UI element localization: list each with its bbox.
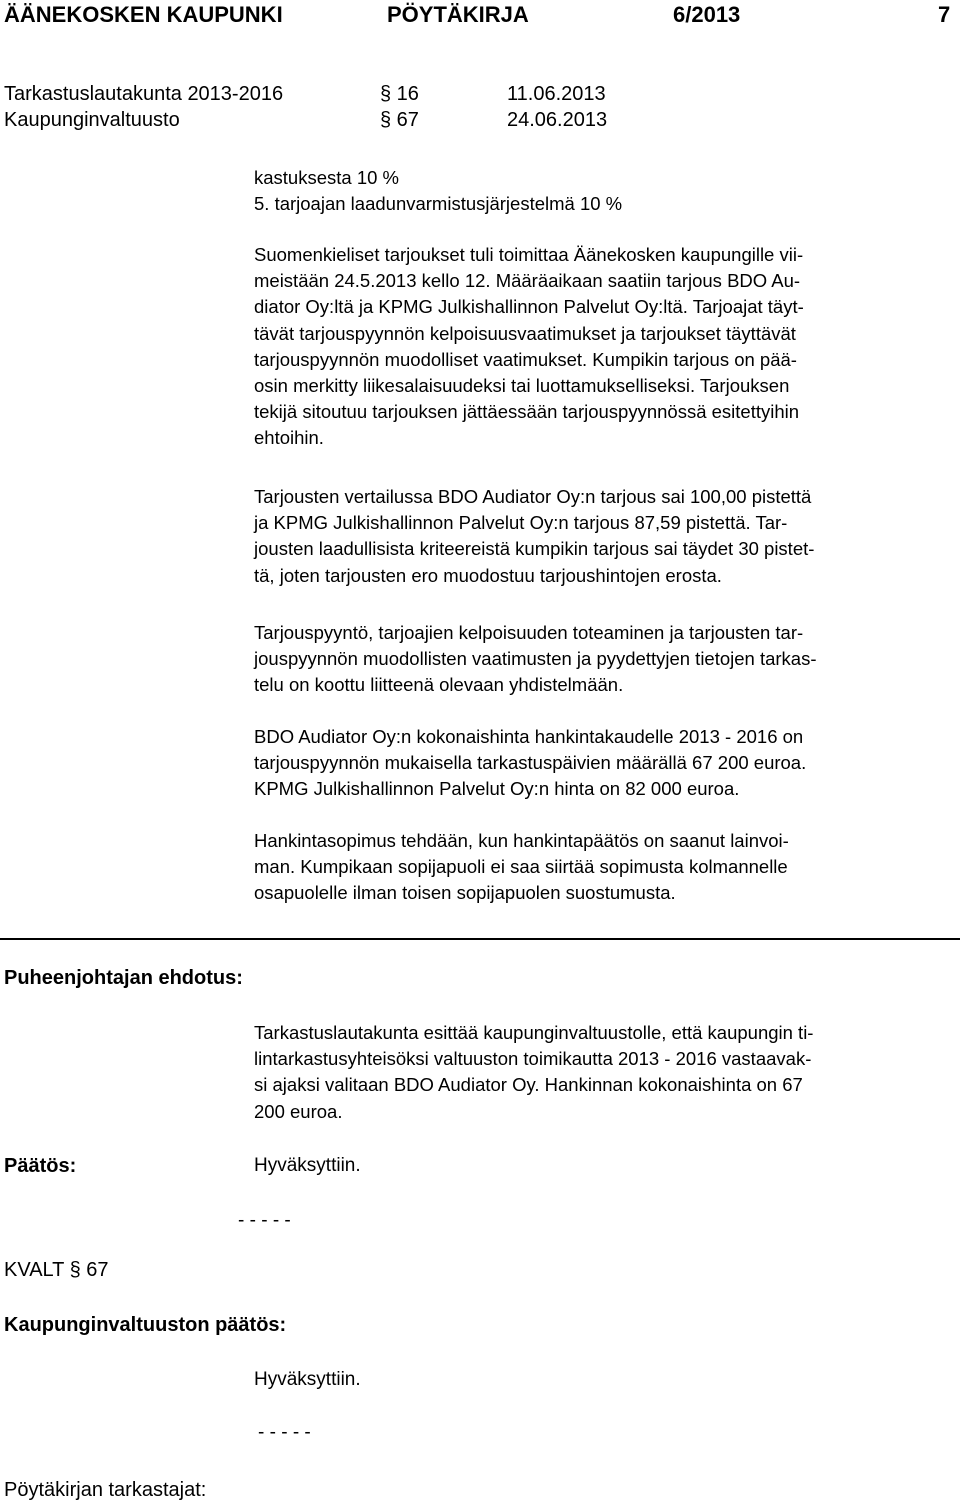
document-number: 6/2013: [673, 2, 741, 27]
decision-label: Päätös:: [4, 1155, 77, 1177]
minutes-checkers-label: Pöytäkirjan tarkastajat:: [4, 1479, 207, 1501]
council-decision-label: Kaupunginvaltuuston päätös:: [4, 1314, 287, 1336]
meeting-date-2: 24.06.2013: [507, 109, 608, 131]
paragraph-offers-received: Suomenkieliset tarjoukset tuli toimittaa Äänekosken kaupungille vii- meistään 24.5.2013 kello 12. Määräaikaan saatiin tarjous BDO Au- diator Oy:ltä ja KPMG Julkishallinnon Palvelut Oy:ltä. Tarjoajat täyt- tävät tarjouspyynnön kelpoisuusvaatimukset ja tarjoukset täyttävät tarjouspyynnön muodolliset vaatimukset. Kumpikin tarjous on pää- osin merkitty liikesalaisuudeksi tai luottamukselliseksi. Tarjouksen tekijä sitoutuu tarjouksen jättäessään tarjouspyynnössä esitettyihin ehtoihin.: [254, 244, 804, 449]
paragraph-criteria: kastuksesta 10 % 5. tarjoajan laadunvarmistusjärjestelmä 10 %: [254, 167, 623, 215]
paragraph-comparison: Tarjousten vertailussa BDO Audiator Oy:n tarjous sai 100,00 pistettä ja KPMG Julkishallinnon Palvelut Oy:n tarjous 87,59 pistettä. Tar- jousten laadullisista kriteereistä kumpikin tarjous sai täydet 30 pistet- tä, joten tarjousten ero muodostuu tarjoushintojen erosta.: [254, 486, 815, 586]
proposal-text: Tarkastuslautakunta esittää kaupunginvaltuustolle, että kaupungin ti- lintarkastusyhteisöksi valtuuston toimikautta 2013 - 2016 vastaavak- si ajaksi valitaan BDO Audiator Oy. Hankinnan kokonaishinta on 67 200 euroa.: [254, 1022, 814, 1122]
meeting-date-1: 11.06.2013: [507, 83, 606, 105]
decision-separator: - - - - -: [238, 1210, 291, 1231]
meeting-body-2: Kaupunginvaltuusto: [4, 109, 180, 131]
council-decision-separator: - - - - -: [258, 1422, 311, 1443]
paragraph-prices: BDO Audiator Oy:n kokonaishinta hankintakaudelle 2013 - 2016 on tarjouspyynnön mukaisella tarkastuspäivien määrällä 67 200 euroa. KPMG Julkishallinnon Palvelut Oy:n hinta on 82 000 euroa.: [254, 726, 807, 800]
council-decision-value: Hyväksyttiin.: [254, 1369, 361, 1390]
kvalt-section: KVALT § 67: [4, 1259, 109, 1281]
meeting-section-1: § 16: [380, 83, 419, 105]
meeting-section-2: § 67: [380, 109, 419, 131]
meeting-body-1: Tarkastuslautakunta 2013-2016: [4, 83, 284, 105]
organization-name: ÄÄNEKOSKEN KAUPUNKI: [4, 2, 283, 27]
decision-value: Hyväksyttiin.: [254, 1155, 361, 1176]
document-type: PÖYTÄKIRJA: [387, 2, 529, 27]
proposal-label: Puheenjohtajan ehdotus:: [4, 967, 243, 989]
paragraph-contract: Hankintasopimus tehdään, kun hankintapäätös on saanut lainvoi- man. Kumpikaan sopijapuoli ei saa siirtää sopimusta kolmannelle osapuolelle ilman toisen sopijapuolen suostumusta.: [254, 830, 789, 904]
section-divider: [0, 938, 960, 940]
paragraph-summary: Tarjouspyyntö, tarjoajien kelpoisuuden toteaminen ja tarjousten tar- jouspyynnön muodollisten vaatimusten ja pyydettyjen tietojen tarkas- telu on koottu liitteenä olevaan yhdistelmään.: [254, 622, 817, 696]
page-number: 7: [938, 2, 951, 27]
